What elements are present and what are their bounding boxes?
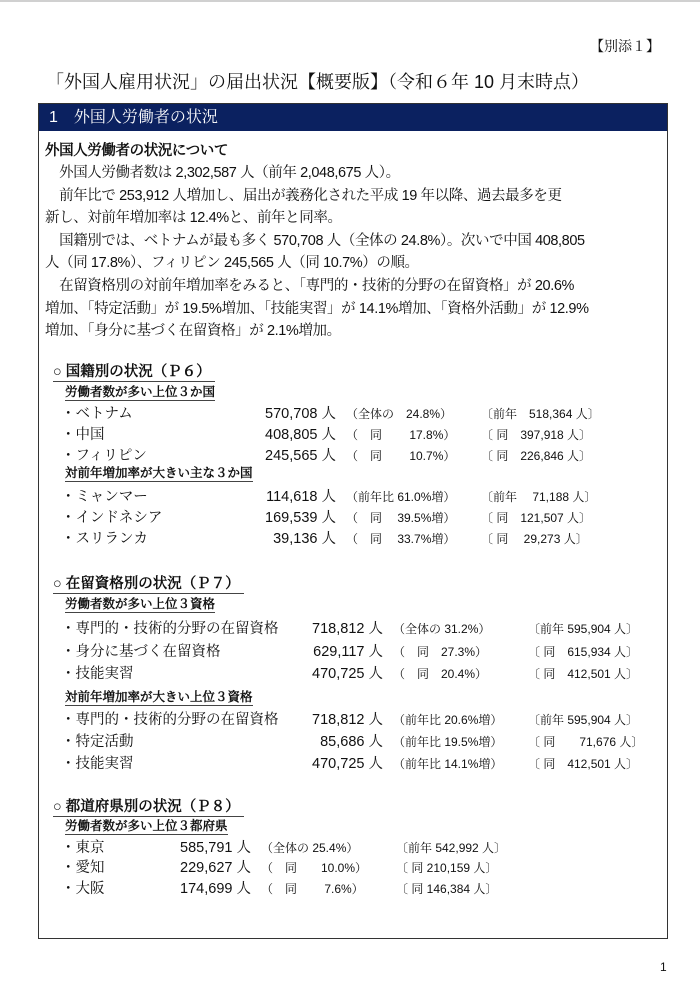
section-heading: ○ 国籍別の状況（Ｐ６）	[53, 363, 215, 382]
section-heading: ○ 在留資格別の状況（Ｐ７）	[53, 575, 244, 594]
item-share: （前年比 19.5%増）	[393, 735, 503, 749]
item-name: ・特定活動	[61, 734, 134, 750]
item-count: 408,805 人	[265, 427, 336, 443]
item-name: ・ベトナム	[61, 406, 133, 422]
item-count: 585,791 人	[180, 840, 251, 856]
list-item	[61, 425, 611, 445]
summary-line: 人（同 17.8%）、フィリピン 245,565 人（同 10.7%）の順。	[45, 255, 419, 272]
item-previous-year: 〔 同 71,676 人〕	[528, 735, 644, 749]
item-name: ・専門的・技術的分野の在留資格	[61, 621, 279, 637]
item-share: （ 同 39.5%増）	[346, 511, 456, 525]
item-count: 85,686 人	[320, 734, 383, 750]
item-count: 570,708 人	[265, 406, 336, 422]
list-item	[61, 838, 526, 858]
item-previous-year: 〔前年 542,992 人〕	[396, 841, 507, 855]
list-item	[61, 446, 611, 466]
page-top-edge	[0, 0, 700, 2]
item-share: （前年比 14.1%増）	[393, 757, 503, 771]
content-frame	[38, 103, 668, 939]
item-previous-year: 〔前年 595,904 人〕	[528, 713, 639, 727]
group-subheading: 対前年増加率が大きい主な３か国	[65, 466, 253, 480]
item-count: 470,725 人	[312, 666, 383, 682]
item-share: （全体の 31.2%）	[393, 622, 491, 636]
list-item	[61, 619, 658, 639]
list-item	[61, 879, 526, 899]
list-item	[61, 858, 526, 878]
item-name: ・専門的・技術的分野の在留資格	[61, 712, 279, 728]
item-count: 629,117 人	[313, 644, 383, 660]
item-name: ・インドネシア	[61, 510, 163, 526]
item-share: （前年比 20.6%増）	[393, 713, 503, 727]
item-name: ・大阪	[61, 881, 105, 897]
list-item	[61, 529, 611, 549]
item-share: （ 同 10.0%）	[261, 861, 368, 875]
item-previous-year: 〔 同 226,846 人〕	[481, 449, 592, 463]
item-share: （ 同 7.6%）	[261, 882, 364, 896]
item-name: ・中国	[61, 427, 105, 443]
item-name: ・東京	[61, 840, 105, 856]
item-previous-year: 〔前年 595,904 人〕	[528, 622, 639, 636]
list-item	[61, 404, 611, 424]
summary-heading: 外国人労働者の状況について	[45, 143, 229, 159]
item-name: ・技能実習	[61, 666, 134, 682]
item-count: 39,136 人	[273, 531, 336, 547]
list-item	[61, 487, 611, 507]
item-count: 174,699 人	[180, 881, 251, 897]
list-item	[61, 732, 658, 752]
item-count: 114,618 人	[266, 489, 336, 505]
item-previous-year: 〔 同 29,273 人〕	[481, 532, 588, 546]
item-name: ・ミャンマー	[61, 489, 148, 505]
item-name: ・愛知	[61, 860, 105, 876]
item-count: 470,725 人	[312, 756, 383, 772]
section-heading: ○ 都道府県別の状況（Ｐ８）	[53, 798, 244, 817]
item-share: （ 同 20.4%）	[393, 667, 488, 681]
item-previous-year: 〔 同 412,501 人〕	[528, 667, 639, 681]
summary-line: 国籍別では、ベトナムが最も多く 570,708 人（全体の 24.8%）。次いで中国 408,805	[45, 232, 585, 249]
item-previous-year: 〔 同 397,918 人〕	[481, 428, 592, 442]
item-previous-year: 〔前年 518,364 人〕	[481, 407, 600, 421]
summary-line: 前年比で 253,912 人増加し、届出が義務化された平成 19 年以降、過去最多を更	[45, 187, 562, 204]
item-previous-year: 〔 同 210,159 人〕	[396, 861, 498, 875]
item-share: （前年比 61.0%増）	[346, 490, 456, 504]
item-previous-year: 〔 同 121,507 人〕	[481, 511, 592, 525]
item-previous-year: 〔前年 71,188 人〕	[481, 490, 597, 504]
list-item	[61, 664, 658, 684]
summary-line: 在留資格別の対前年増加率をみると、「専門的・技術的分野の在留資格」が 20.6%	[45, 278, 574, 294]
item-count: 718,812 人	[312, 712, 383, 728]
item-name: ・フィリピン	[61, 448, 147, 464]
summary-line: 新し、対前年増加率は 12.4%と、前年と同率。	[45, 210, 342, 227]
item-name: ・身分に基づく在留資格	[61, 644, 221, 660]
item-share: （ 同 17.8%）	[346, 428, 456, 442]
list-item	[61, 754, 658, 774]
group-subheading: 労働者数が多い上位３資格	[65, 597, 216, 611]
item-share: （全体の 25.4%）	[261, 841, 359, 855]
summary-line: 増加、「特定活動」が 19.5%増加、「技能実習」が 14.1%増加、「資格外活動」が 12.9%	[45, 300, 589, 317]
list-item	[61, 710, 658, 730]
item-name: ・スリランカ	[61, 531, 148, 547]
item-share: （ 同 33.7%増）	[346, 532, 456, 546]
list-item	[61, 508, 611, 528]
item-previous-year: 〔 同 615,934 人〕	[528, 645, 639, 659]
summary-line: 増加、「身分に基づく在留資格」が 2.1%増加。	[45, 323, 341, 340]
item-count: 245,565 人	[265, 448, 336, 464]
item-share: （ 同 10.7%）	[346, 449, 456, 463]
group-subheading: 労働者数が多い上位３都府県	[65, 819, 228, 833]
annex-label: 【別添１】	[590, 38, 660, 54]
item-previous-year: 〔 同 146,384 人〕	[396, 882, 498, 896]
item-share: （全体の 24.8%）	[346, 407, 453, 421]
summary-line: 外国人労働者数は 2,302,587 人（前年 2,048,675 人）。	[45, 165, 400, 181]
item-share: （ 同 27.3%）	[393, 645, 488, 659]
group-subheading: 対前年増加率が大きい上位３資格	[65, 690, 253, 704]
item-count: 718,812 人	[312, 621, 383, 637]
list-item	[61, 642, 658, 662]
item-count: 229,627 人	[180, 860, 251, 876]
section-band: 1 外国人労働者の状況	[39, 104, 667, 131]
group-subheading: 労働者数が多い上位３か国	[65, 385, 216, 399]
item-count: 169,539 人	[265, 510, 336, 526]
item-name: ・技能実習	[61, 756, 134, 772]
page-number: 1	[660, 960, 667, 974]
document-title: 「外国人雇用状況」の届出状況【概要版】（令和６年 10 月末時点）	[46, 72, 590, 92]
item-previous-year: 〔 同 412,501 人〕	[528, 757, 639, 771]
